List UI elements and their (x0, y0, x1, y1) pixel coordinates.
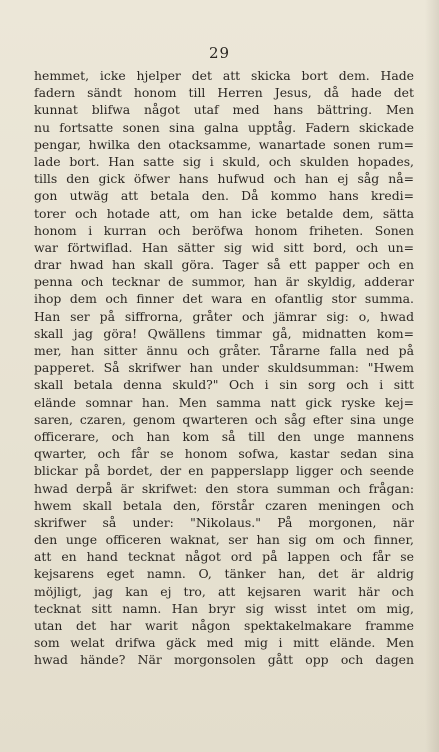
text-line: utan det har warit någon spektakelmakare framme (34, 618, 414, 633)
text-line: fadern sändt honom till Herren Jesus, då hade det (34, 85, 414, 101)
text-line: skall betala denna skuld?" Och i sin sorg och i sitt (34, 377, 414, 393)
text-line: pengar, hwilka den otacksamme, wanartade sonen rum= (34, 136, 414, 152)
text-line: Han ser på siffrorna, gråter och jämrar sig: o, hwad (34, 308, 414, 324)
text-line: ihop dem och finner det wara en ofantlig stor summa. (34, 291, 414, 307)
text-line: hwad derpå är skrifwet: den stora summan och frågan: (34, 480, 414, 496)
text-line: penna och tecknar de summor, han är skyldig, adderar (34, 274, 414, 290)
text-line: lade bort. Han satte sig i skuld, och skulden hopades, (34, 153, 414, 169)
text-line: saren, czaren, genom qwarteren och såg efter sina unge (34, 411, 414, 427)
page-edge-shadow (425, 0, 439, 752)
text-line: tecknat sitt namn. Han bryr sig wisst intet om mig, (34, 600, 414, 616)
text-line: mer, han sitter ännu och gråter. Tårarne falla ned på (34, 343, 414, 358)
text-line: gon utwäg att betala den. Då kommo hans kredi= (34, 188, 414, 204)
text-line: kunnat blifwa något utaf med hans bättring. Men (34, 102, 414, 118)
text-line: blickar på bordet, der en papperslapp ligger och seende (34, 463, 414, 479)
text-line: elände somnar han. Men samma natt gick ryske kej= (34, 394, 414, 410)
text-line: nu fortsatte sonen sina galna upptåg. Fadern skickade (34, 119, 414, 135)
text-line: officerare, och han kom så till den unge mannens (34, 428, 414, 444)
text-line: honom i kurran och beröfwa honom friheten. Sonen (34, 222, 414, 238)
page-number: 29 (208, 44, 231, 62)
text-line: skrifwer så under: "Nikolaus." På morgonen, när (34, 514, 414, 530)
text-line: hwem skall betala den, förstår czaren meningen och (34, 497, 414, 513)
text-line: tills den gick öfwer hans hufwud och han ej såg nå= (34, 171, 414, 187)
text-line: skall jag göra! Qwällens timmar gå, midnatten kom= (34, 325, 414, 341)
text-line: papperet. Så skrifwer han under skuldsumman: "Hwem (34, 360, 414, 376)
text-line: hwad hände? När morgonsolen gått opp och dagen (34, 652, 414, 668)
text-line: som welat drifwa gäck med mig i mitt elände. Men (34, 635, 414, 651)
text-line: torer och hotade att, om han icke betalde dem, sätta (34, 205, 414, 221)
text-line: drar hwad han skall göra. Tager så ett papper och en (34, 257, 414, 273)
text-line: den unge officeren waknat, ser han sig om och finner, (34, 532, 414, 548)
text-line: kejsarens eget namn. O, tänker han, det är aldrig (34, 566, 414, 582)
text-line: att en hand tecknat något ord på lappen och får se (34, 549, 414, 565)
text-line: qwarter, och får se honom sofwa, kastar sedan sina (34, 446, 414, 462)
text-line: hemmet, icke hjelper det att skicka bort dem. Hade (34, 68, 414, 83)
text-line: war förtwiflad. Han sätter sig wid sitt bord, och un= (34, 239, 414, 255)
text-line: möjligt, jag kan ej tro, att kejsaren warit här och (34, 583, 414, 599)
body-text (34, 67, 414, 669)
